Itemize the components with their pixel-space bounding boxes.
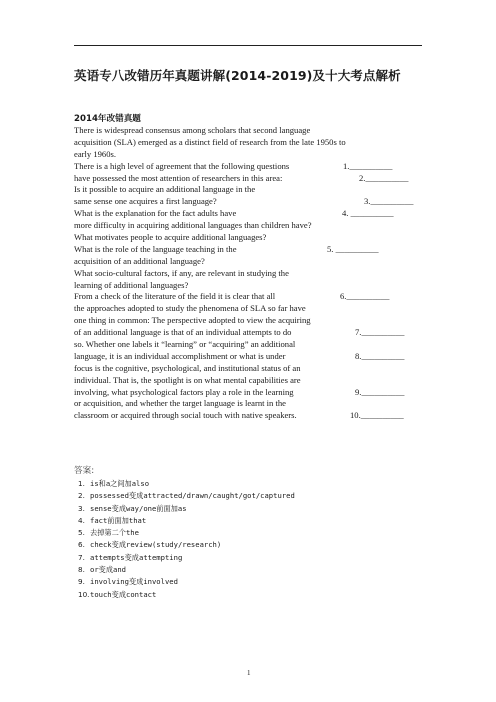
passage-line: involving, what psychological factors play a role in the learning 9.__________ — [74, 386, 405, 397]
passage-line: early 1960s. — [74, 148, 117, 159]
passage-line: or acquisition, and whether the target language is learnt in the — [74, 398, 286, 409]
passage-line: There is widespread consensus among scholars that second language — [74, 125, 311, 135]
answer-blank[interactable]: 5. __________ — [327, 243, 379, 254]
answers-heading: 答案: — [74, 466, 95, 476]
passage-line: acquisition of an additional language? — [74, 255, 205, 266]
answer-item: 2. possessed变成attracted/drawn/caught/got/captured — [78, 491, 295, 501]
answer-list — [78, 478, 295, 601]
answer-blank[interactable]: 3.__________ — [364, 196, 414, 207]
passage-line: same sense one acquires a first language? 3.__________ — [74, 196, 414, 207]
answer-blank[interactable]: 8.__________ — [355, 350, 405, 361]
answer-blank[interactable]: 1.__________ — [343, 160, 393, 171]
answer-item: 1. is和a之间加also — [78, 479, 150, 488]
passage-line: What socio-cultural factors, if any, are relevant in studying the — [74, 267, 289, 278]
passage-line: Is it possible to acquire an additional language in the — [74, 184, 256, 195]
answer-item: 9. involving变成involved — [78, 577, 178, 587]
answer-item: 5. 去掉第二个the — [78, 528, 139, 538]
passage-line: language, it is an individual accomplishment or what is under 8.__________ — [74, 350, 405, 361]
passage-line: classroom or acquired through social touch with native speakers. 10.__________ — [74, 410, 404, 421]
page-number: 1 — [247, 669, 251, 677]
answer-blank[interactable]: 6.__________ — [340, 291, 390, 302]
header-rule — [74, 45, 422, 46]
passage-line: focus is the cognitive, psychological, and institutional status of an — [74, 362, 301, 373]
passage — [74, 125, 424, 422]
answer-item: 4. fact前面加that — [78, 515, 147, 525]
passage-line: one thing in common: The perspective adopted to view the acquiring — [74, 315, 311, 326]
passage-line: acquisition (SLA) emerged as a distinct field of research from the late 1950s to — [74, 136, 346, 147]
passage-line: so. Whether one labels it “learning” or “acquiring” an additional — [74, 339, 296, 350]
answer-blank[interactable]: 10.__________ — [350, 410, 404, 421]
answer-item: 10.touch变成contact — [78, 589, 157, 599]
passage-line: have possessed the most attention of researchers in this area: 2.__________ — [74, 172, 409, 183]
passage-line: There is a high level of agreement that the following questions 1.__________ — [74, 160, 393, 171]
passage-line: the approaches adopted to study the phenomena of SLA so far have — [74, 303, 306, 314]
passage-line: more difficulty in acquiring additional languages than children have? — [74, 220, 312, 231]
passage-line: What motivates people to acquire additional languages? — [74, 232, 267, 243]
passage-line: learning of additional languages? — [74, 279, 189, 290]
answer-item: 8. or变成and — [78, 565, 127, 575]
answer-item: 6. check变成review(study/research) — [78, 540, 222, 550]
document-title: 英语专八改错历年真题讲解(2014-2019)及十大考点解析 — [74, 68, 401, 83]
passage-line: of an additional language is that of an individual attempts to do 7.__________ — [74, 327, 405, 338]
answer-blank[interactable]: 2.__________ — [359, 172, 409, 183]
answer-item: 7. attempts变成attempting — [78, 552, 183, 562]
answer-item: 3. sense变成way/one前面加as — [78, 503, 187, 513]
passage-line: From a check of the literature of the field it is clear that all 6.__________ — [74, 291, 390, 302]
answer-blank[interactable]: 7.__________ — [355, 327, 405, 338]
passage-line: What is the explanation for the fact adults have 4. __________ — [74, 208, 394, 219]
passage-line: What is the role of the language teaching in the 5. __________ — [74, 243, 379, 254]
answer-blank[interactable]: 9.__________ — [355, 386, 405, 397]
section-title: 2014年改错真题 — [74, 114, 141, 124]
answer-blank[interactable]: 4. __________ — [342, 208, 394, 219]
passage-line: individual. That is, the spotlight is on what mental capabilities are — [74, 374, 301, 385]
